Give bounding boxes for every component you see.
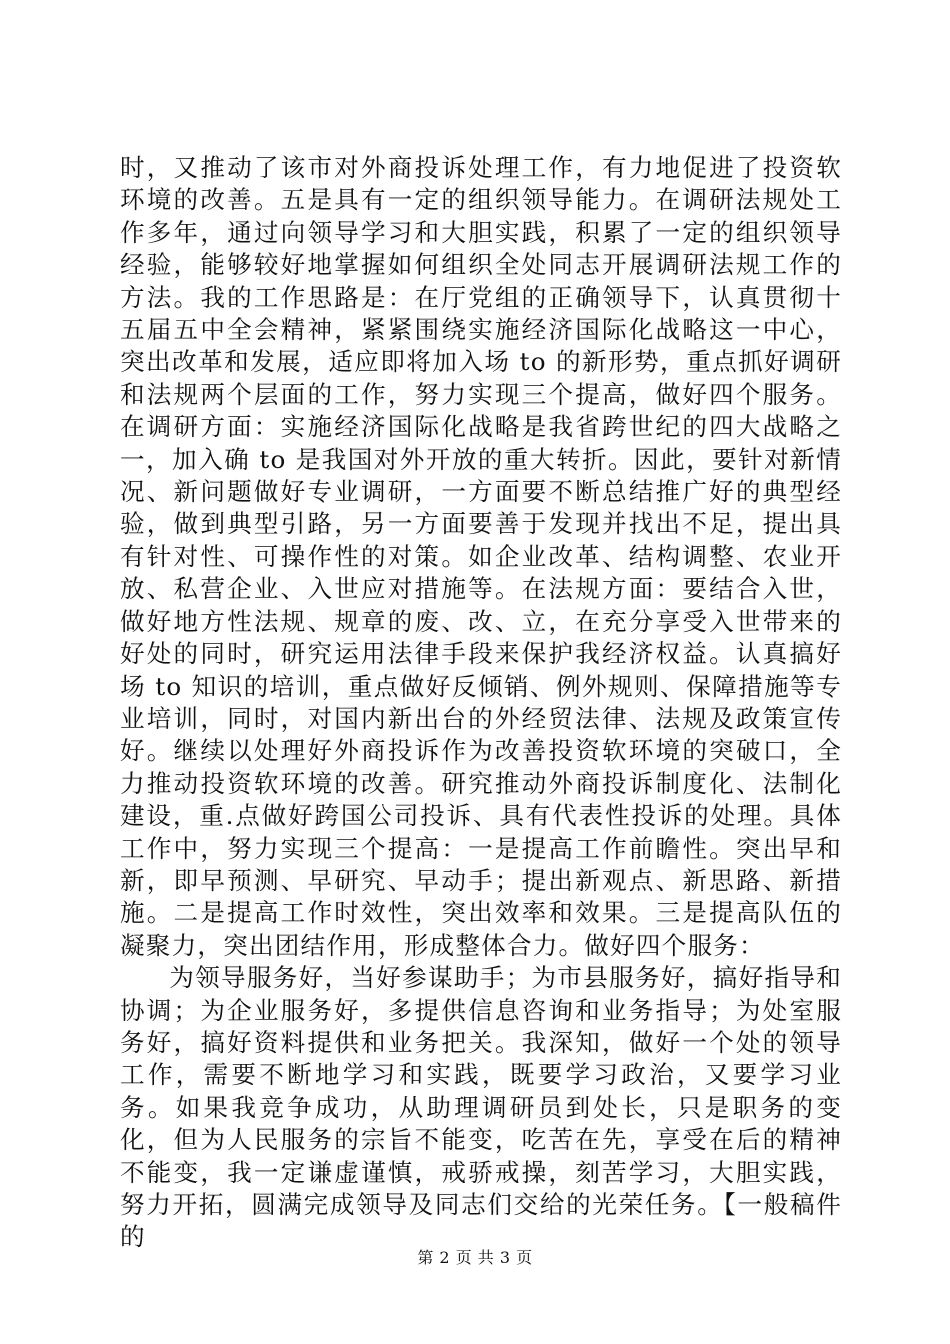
page-number-label: 第 2 页 共 3 页	[417, 1248, 533, 1267]
paragraph-2: 为领导服务好，当好参谋助手；为市县服务好，搞好指导和协调；为企业服务好，多提供信息咨询和业务指导；为处室服务好，搞好资料提供和业务把关。我深知，做好一个处的领导工作，需要不断地学习和实践，既要学习政治，又要学习业务。如果我竞争成功，从助理调研员到处长，只是职务的变化，但为人民服务的宗旨不能变，吃苦在先，享受在后的精神不能变，我一定谦虚谨慎，戒骄戒操，刻苦学习，大胆实践，努力开拓，圆满完成领导及同志们交给的光荣任务。【一般稿件的	[120, 963, 842, 1252]
page-footer	[0, 1245, 950, 1268]
paragraph-1: 时，又推动了该市对外商投诉处理工作，有力地促进了投资软环境的改善。五是具有一定的组织领导能力。在调研法规处工作多年，通过向领导学习和大胆实践，积累了一定的组织领导经验，能够较好地掌握如何组织全处同志开展调研法规工作的方法。我的工作思路是：在厅党组的正确领导下，认真贯彻十五届五中全会精神，紧紧围绕实施经济国际化战略这一中心，突出改革和发展，适应即将加入场 to 的新形势，重点抓好调研和法规两个层面的工作，努力实现三个提高，做好四个服务。在调研方面：实施经济国际化战略是我省跨世纪的四大战略之一，加入确 to 是我国对外开放的重大转折。因此，要针对新情况、新问题做好专业调研，一方面要不断总结推广好的典型经验，做到典型引路，另一方面要善于发现并找出不足，提出具有针对性、可操作性的对策。如企业改革、结构调整、农业开放、私营企业、入世应对措施等。在法规方面：要结合入世，做好地方性法规、规章的废、改、立，在充分享受入世带来的好处的同时，研究运用法律手段来保护我经济权益。认真搞好场 to 知识的培训，重点做好反倾销、例外规则、保障措施等专业培训，同时，对国内新出台的外经贸法律、法规及政策宣传好。继续以处理好外商投诉作为改善投资软环境的突破口，全力推动投资软环境的改善。研究推动外商投诉制度化、法制化建设，重.点做好跨国公司投诉、具有代表性投诉的处理。具体工作中，努力实现三个提高：一是提高工作前瞻性。突出早和新，即早预测、早研究、早动手；提出新观点、新思路、新措施。二是提高工作时效性，突出效率和效果。三是提高队伍的凝聚力，突出团结作用，形成整体合力。做好四个服务：	[120, 153, 842, 960]
body-text	[120, 152, 842, 1254]
